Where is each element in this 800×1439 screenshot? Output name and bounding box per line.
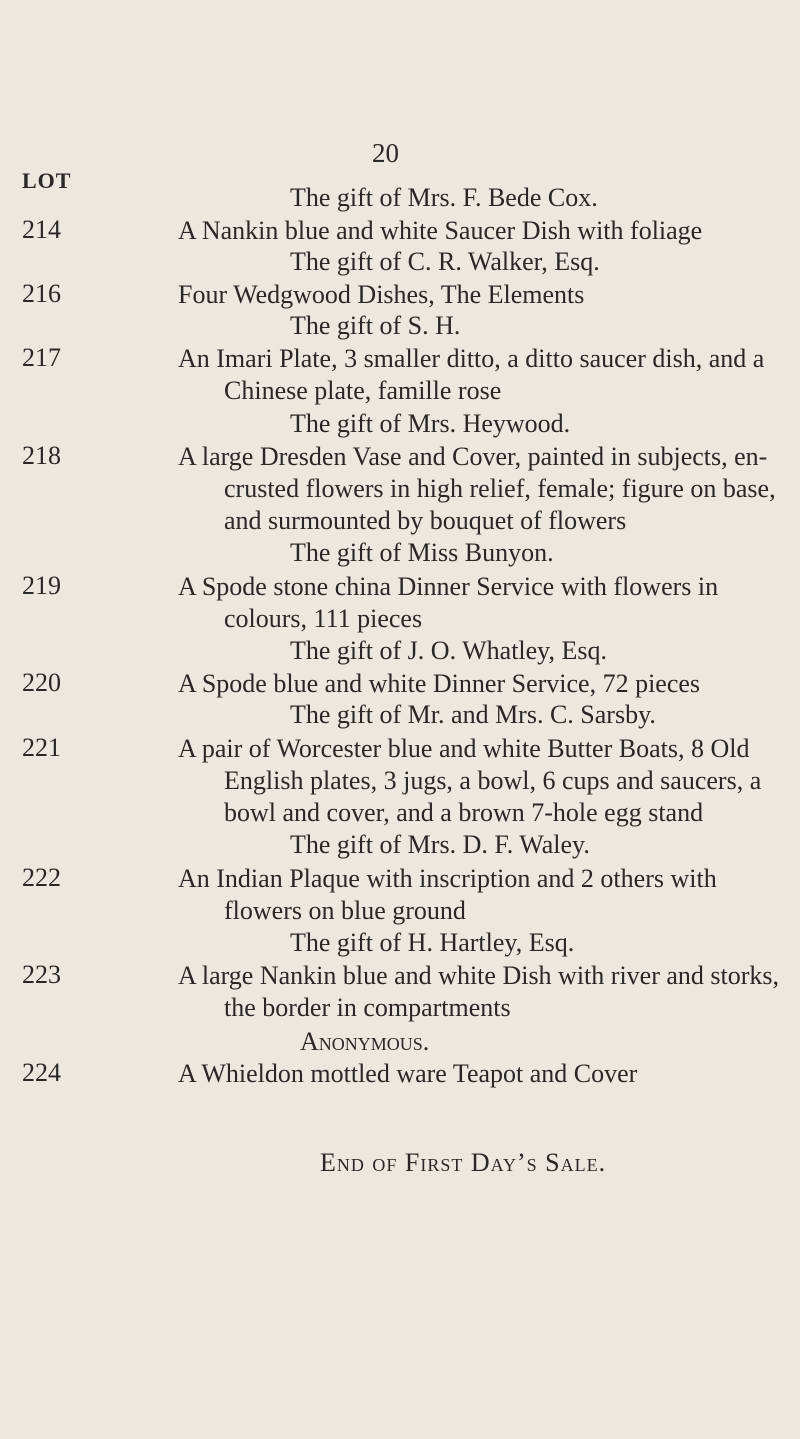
lot-number: 223: [22, 960, 61, 989]
lot-description: [178, 1058, 788, 1090]
lot-description: [178, 668, 788, 700]
gift-credit: Anonymous.: [300, 1027, 430, 1056]
description-line: English plates, 3 jugs, a bowl, 6 cups and saucers, a: [224, 766, 762, 795]
end-of-sale-footer: End of First Day’s Sale.: [320, 1148, 607, 1177]
lot-number: 224: [22, 1058, 61, 1087]
lot-number: 218: [22, 441, 61, 470]
gift-credit: The gift of Mrs. D. F. Waley.: [290, 830, 590, 859]
gift-credit: The gift of Mr. and Mrs. C. Sarsby.: [290, 700, 656, 729]
gift-credit: The gift of Mrs. F. Bede Cox.: [290, 183, 598, 212]
description-line: A Spode blue and white Dinner Service, 72 pieces: [178, 669, 701, 698]
gift-credit: The gift of J. O. Whatley, Esq.: [290, 636, 607, 665]
description-line: Chinese plate, famille rose: [224, 376, 502, 405]
description-line: colours, 111 pieces: [224, 604, 423, 633]
description-line: A large Nankin blue and white Dish with river and storks,: [178, 961, 780, 990]
description-line: A Nankin blue and white Saucer Dish with foliage: [178, 216, 703, 245]
page-number: 20: [372, 138, 399, 168]
gift-credit: The gift of Mrs. Heywood.: [290, 409, 571, 438]
description-line: A Spode stone china Dinner Service with flowers in: [178, 572, 719, 601]
description-line: An Indian Plaque with inscription and 2 others with: [178, 864, 717, 893]
lot-number: 220: [22, 668, 61, 697]
lot-column-header: LOT: [22, 168, 72, 193]
description-line: the border in compartments: [224, 993, 511, 1022]
gift-credit: The gift of Miss Bunyon.: [290, 538, 554, 567]
lot-description: [178, 279, 788, 311]
lot-description: [178, 733, 788, 829]
lot-description: [178, 571, 788, 635]
lot-number: 221: [22, 733, 61, 762]
description-line: A pair of Worcester blue and white Butter Boats, 8 Old: [178, 734, 750, 763]
lot-description: [178, 215, 788, 247]
description-line: A large Dresden Vase and Cover, painted in subjects, en-: [178, 442, 768, 471]
description-line: crusted flowers in high relief, female; figure on base,: [224, 474, 776, 503]
description-line: Four Wedgwood Dishes, The Elements: [178, 280, 585, 309]
lot-description: [178, 863, 788, 927]
description-line: and surmounted by bouquet of flowers: [224, 506, 627, 535]
lot-description: [178, 343, 788, 407]
description-line: A Whieldon mottled ware Teapot and Cover: [178, 1059, 638, 1088]
description-line: An Imari Plate, 3 smaller ditto, a ditto saucer dish, and a: [178, 344, 765, 373]
description-line: flowers on blue ground: [224, 896, 466, 925]
lot-number: 216: [22, 279, 61, 308]
lot-number: 214: [22, 215, 61, 244]
lot-description: [178, 960, 788, 1024]
description-line: bowl and cover, and a brown 7-hole egg stand: [224, 798, 704, 827]
gift-credit: The gift of C. R. Walker, Esq.: [290, 247, 600, 276]
lot-number: 217: [22, 343, 61, 372]
gift-credit: The gift of H. Hartley, Esq.: [290, 928, 575, 957]
lot-description: [178, 441, 788, 537]
lot-number: 222: [22, 863, 61, 892]
lot-number: 219: [22, 571, 61, 600]
gift-credit: The gift of S. H.: [290, 311, 461, 340]
